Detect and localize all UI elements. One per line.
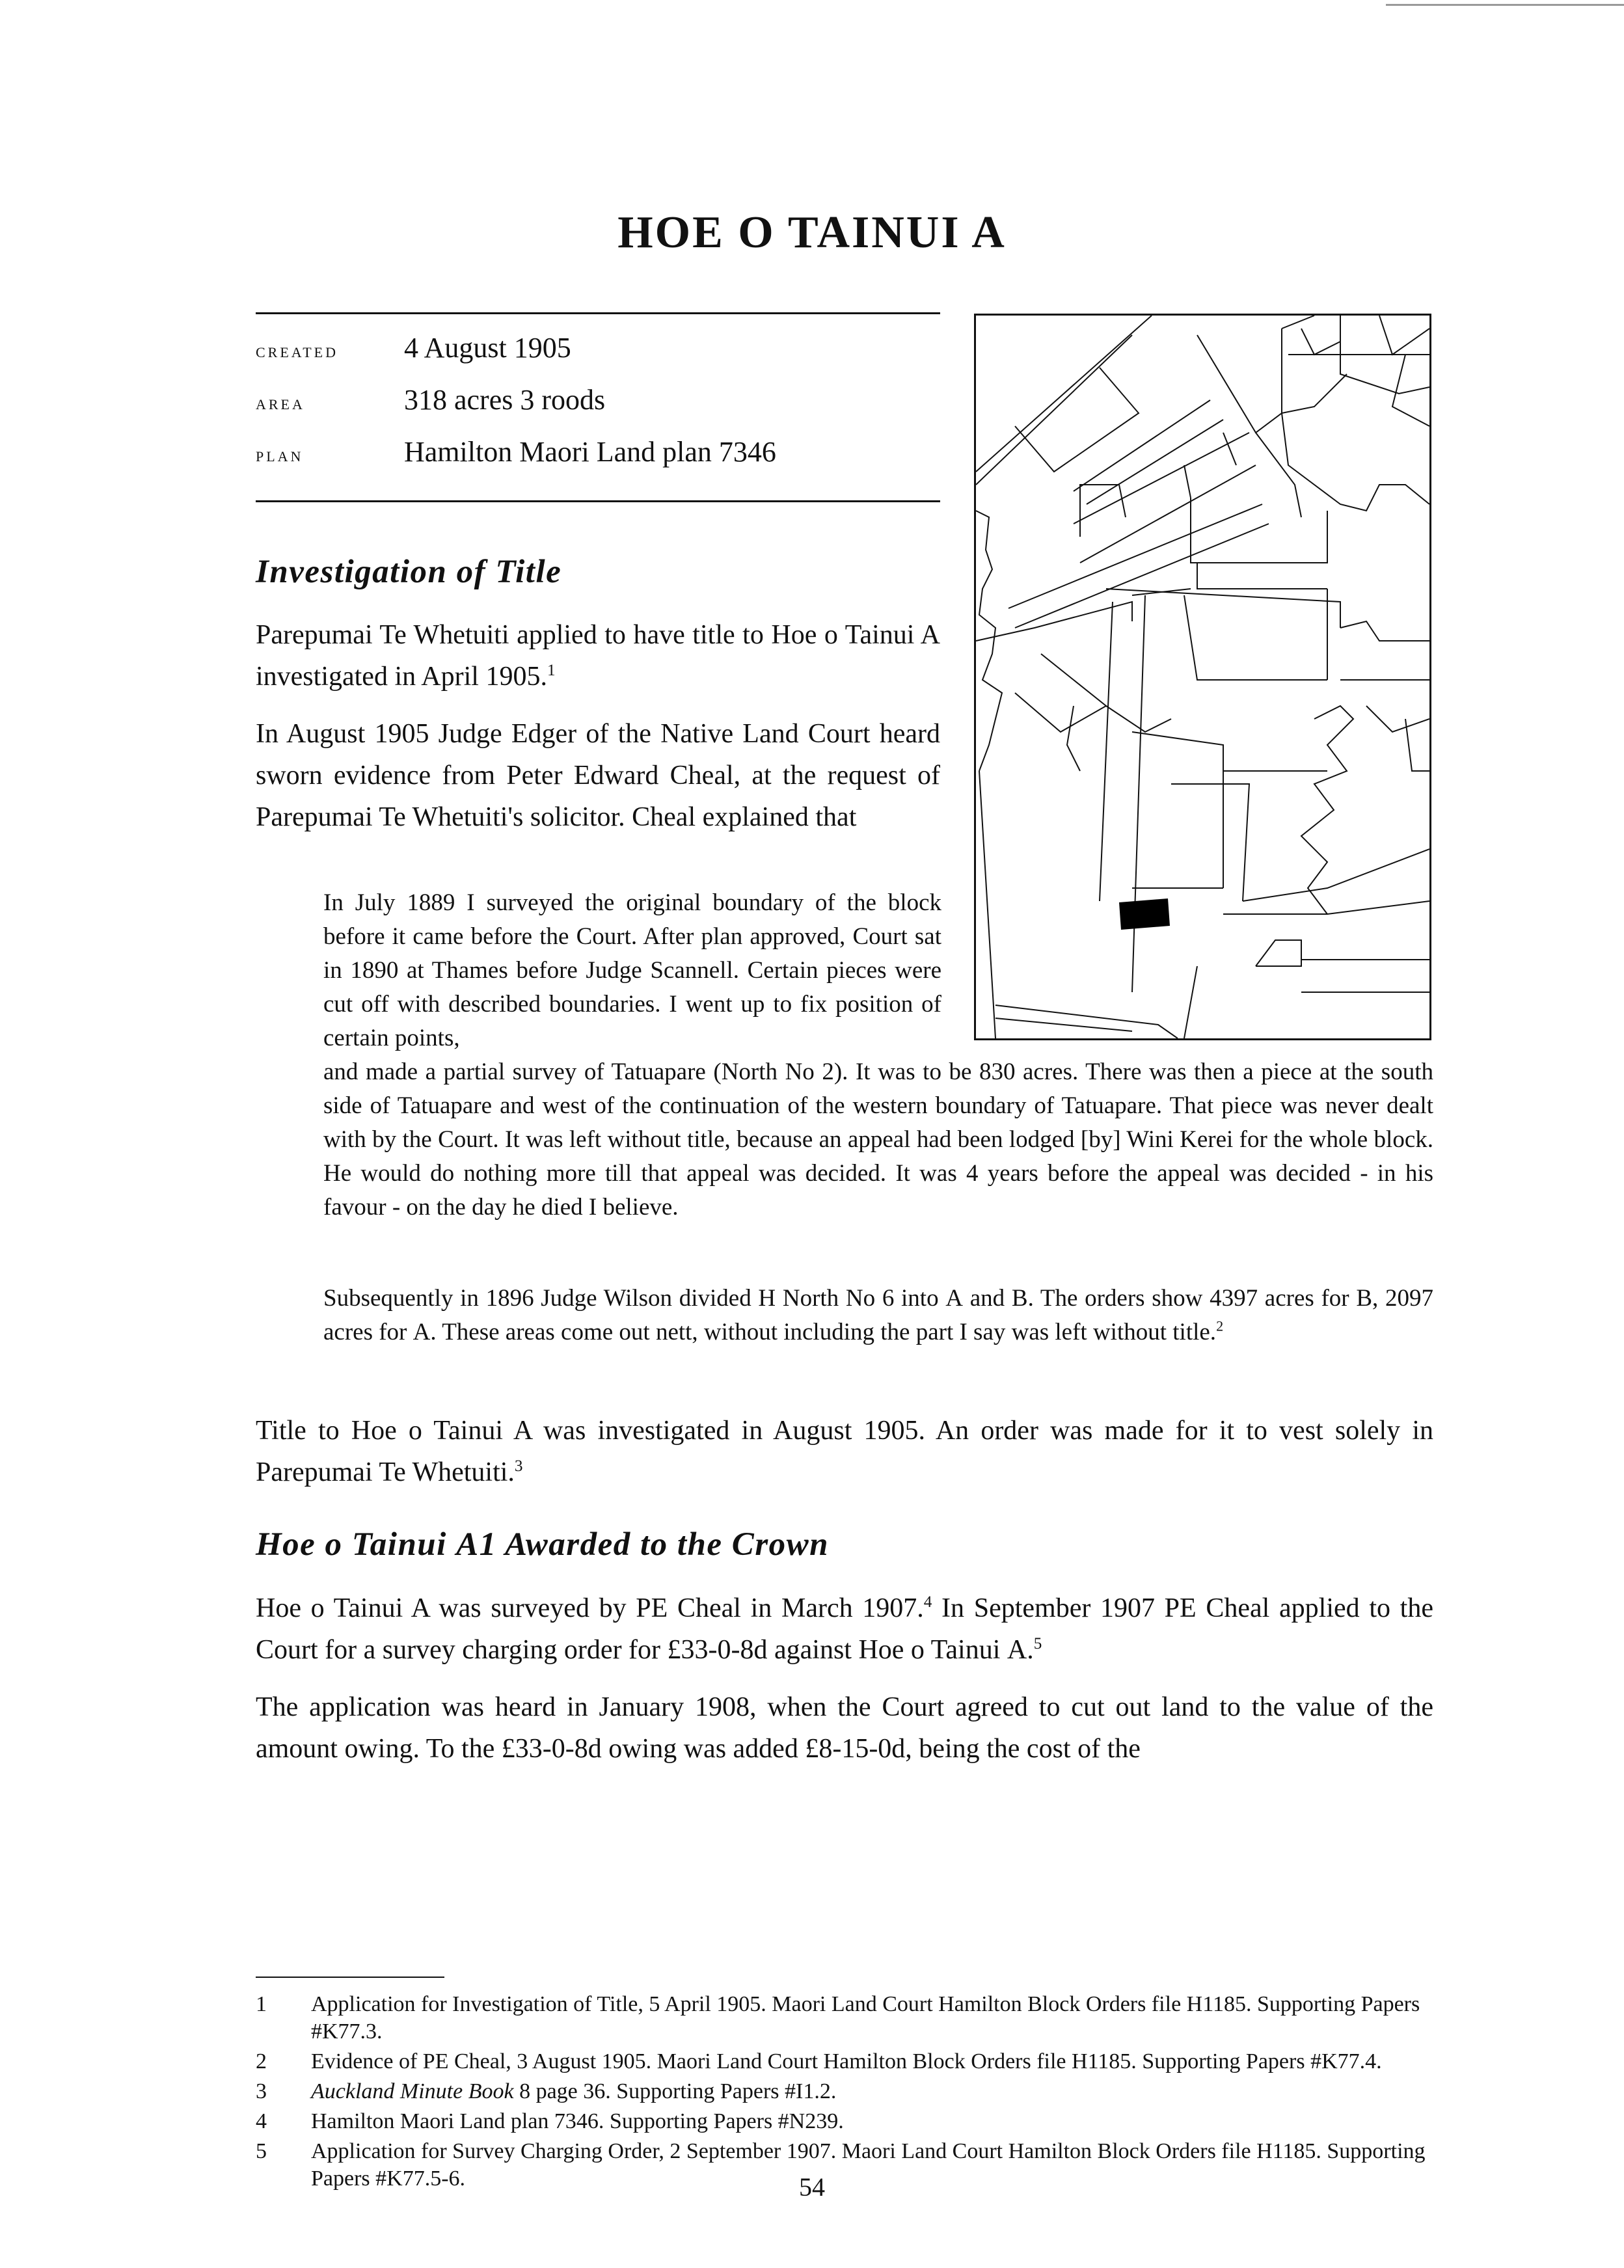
- block-quote: and made a partial survey of Tatuapare (North No 2). It was to be 830 acres. There was then a piece at the south side of Tatuapare and west of the continuation of the western boundary of Tatuapare. That piece was never dealt with by the Court. It was left without title, because an appeal had been lodged [by] Wini Kerei for the whole block. He would do nothing more till that appeal was decided. It was 4 years before the appeal was decided - in his favour - on the day he died I believe.: [323, 1059, 1433, 1221]
- details-top-rule: [256, 312, 940, 314]
- quote-text: Subsequently in 1896 Judge Wilson divided H North No 6 into: [323, 1285, 946, 1312]
- details-row-area: [256, 383, 940, 435]
- paragraph-text: Parepumai Te Whetuiti applied to have title to Hoe o Tainui A investigated in April 1905.: [256, 620, 940, 692]
- footnote-number: 2: [256, 2049, 267, 2073]
- footnote-number: 1: [256, 1992, 267, 2016]
- quote-text: , 2097 acres for: [323, 1285, 1433, 1345]
- quote-text: . The orders show 4397 acres for: [1027, 1285, 1357, 1312]
- footnote-text: Evidence of PE Cheal, 3 August 1905. Maori Land Court Hamilton Block Orders file H1185. Supporting Papers #K77.4.: [311, 2049, 1382, 2073]
- quote-text: . These areas come out nett, without including the part I say was left without title.: [430, 1319, 1217, 1345]
- block-quote: [323, 1282, 1433, 1349]
- footnote-rule: [256, 1977, 444, 1978]
- details-row-created: [256, 331, 940, 383]
- footnote-text: 8 page 36. Supporting Papers #I1.2.: [513, 2079, 837, 2103]
- footnote-ref: 5: [1033, 1635, 1042, 1653]
- details-table: [256, 331, 940, 487]
- paragraph: In August 1905 Judge Edger of the Native Land Court heard sworn evidence from Peter Edward Cheal, at the request of Parepumai Te Whetuiti's solicitor. Cheal explained that: [256, 719, 940, 832]
- page-number: 54: [799, 2172, 825, 2202]
- footnote-text-wrap: [311, 2078, 1433, 2105]
- block-details: [256, 312, 940, 502]
- paragraph-text: Hoe o Tainui A was surveyed by PE Cheal in March 1907.: [256, 1593, 924, 1623]
- details-value: 318 acres 3 roods: [404, 384, 606, 416]
- details-key: plan: [256, 443, 304, 466]
- quote-text-smallcaps: B: [1356, 1285, 1373, 1312]
- footnotes: [256, 1991, 1433, 2195]
- paragraph-text: In September 1907 PE Cheal applied to the Court for a survey charging order for £33-0-8d against Hoe o Tainui: [256, 1593, 1433, 1665]
- footnote: [256, 2078, 1433, 2105]
- paragraph: [256, 1410, 1433, 1493]
- footnote: [256, 1991, 1433, 2045]
- quote-text: and: [963, 1285, 1012, 1312]
- paragraph: The application was heard in January 1908, when the Court agreed to cut out land to the value of the amount owing. To the £33-0-8d owing was added £8-15-0d, being the cost of the: [256, 1692, 1433, 1764]
- heading-text: Awarded to the Crown: [496, 1526, 830, 1563]
- paragraph-text: .: [1027, 1635, 1034, 1665]
- details-bottom-rule: [256, 500, 940, 502]
- footnote-number: 5: [256, 2139, 267, 2163]
- section-heading-awarded: [256, 1526, 829, 1563]
- footnote-ref: 3: [514, 1457, 523, 1475]
- footnote-text: Hamilton Maori Land plan 7346. Supporting Papers #N239.: [311, 2109, 844, 2133]
- heading-text: Hoe o Tainui: [256, 1526, 457, 1563]
- footnote-text: Application for Survey Charging Order, 2 September 1907. Maori Land Court Hamilton Block Orders file H1185. Supporting Papers #K77.5-6.: [311, 2139, 1426, 2191]
- footnote-number: 3: [256, 2079, 267, 2103]
- details-row-plan: [256, 435, 940, 487]
- top-edge-rule: [1386, 4, 1624, 6]
- quote-text-smallcaps: A: [413, 1319, 431, 1345]
- footnote-text: Application for Investigation of Title, 5 April 1905. Maori Land Court Hamilton Block Orders file H1185. Supporting Papers #K77.3.: [311, 1992, 1420, 2044]
- paragraph: [256, 614, 940, 697]
- quote-text-smallcaps: A: [945, 1285, 964, 1312]
- heading-text-smallcaps: A1: [456, 1526, 497, 1563]
- footnote: [256, 2108, 1433, 2135]
- details-key: area: [256, 391, 305, 414]
- footnote: [256, 2048, 1433, 2075]
- paragraph-text-smallcaps: A: [1007, 1635, 1027, 1665]
- block-quote: In July 1889 I surveyed the original boundary of the block before it came before the Court. After plan approved, Court sat in 1890 at Thames before Judge Scannell. Certain pieces were cut off with described boundaries. I went up to fix position of certain points,: [323, 889, 941, 1051]
- footnote-ref: 1: [547, 662, 556, 679]
- details-value: Hamilton Maori Land plan 7346: [404, 436, 776, 468]
- paragraph: [256, 1587, 1433, 1671]
- footnote-ref: 2: [1216, 1317, 1224, 1334]
- quote-text-smallcaps: B: [1011, 1285, 1028, 1312]
- section-heading-investigation: Investigation of Title: [256, 554, 562, 590]
- paragraph-text: Title to Hoe o Tainui A was investigated in August 1905. An order was made for it to vest solely in Parepumai Te Whetuiti.: [256, 1416, 1433, 1487]
- details-key: created: [256, 339, 338, 362]
- details-value: 4 August 1905: [404, 332, 571, 364]
- block-boundary-map: [976, 316, 1429, 1038]
- footnote-number: 4: [256, 2109, 267, 2133]
- footnote-book-title: Auckland Minute Book: [311, 2079, 514, 2103]
- location-map: [974, 314, 1431, 1040]
- highlighted-block: [1119, 898, 1170, 930]
- page-title: HOE O TAINUI A: [617, 208, 1007, 258]
- footnote-ref: 4: [923, 1593, 932, 1611]
